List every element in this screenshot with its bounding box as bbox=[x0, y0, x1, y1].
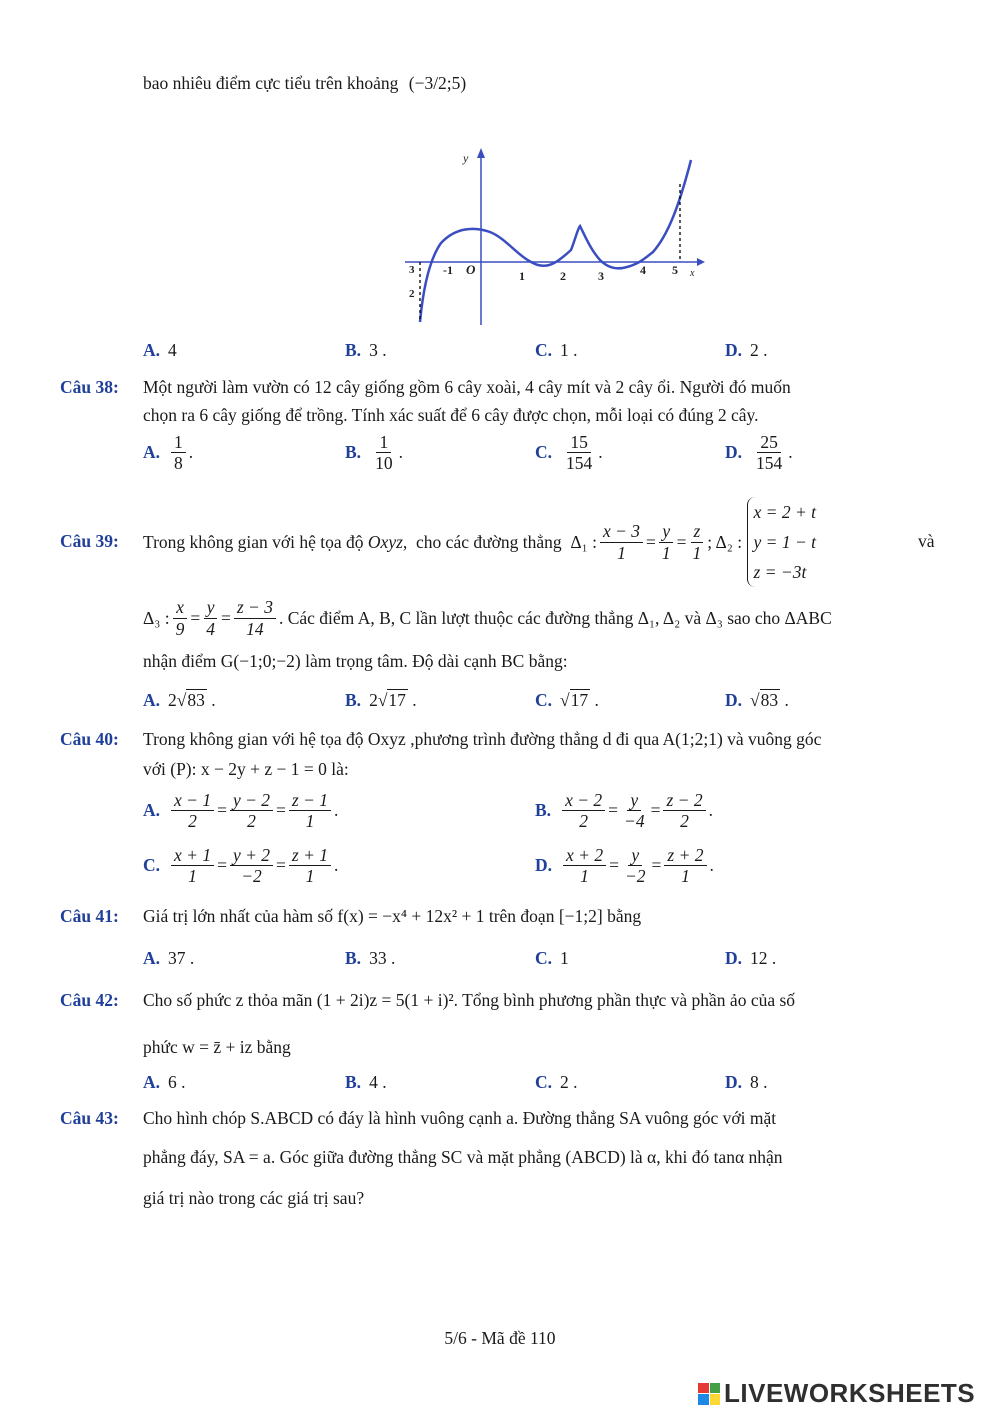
q41-option-a[interactable]: A. 37 . bbox=[143, 948, 195, 968]
fraction: $\frac{1}{10}$ bbox=[375, 432, 393, 474]
q37-option-d[interactable]: D. 2 . bbox=[725, 340, 768, 360]
q37-continuation: bao nhiêu điểm cực tiểu trên khoảng (−3/2;5) bbox=[143, 73, 467, 93]
q39-option-d[interactable]: D. √ 83 . bbox=[725, 689, 789, 710]
q43-line2: phẳng đáy, SA = a. Góc giữa đường thẳng SC và mặt phẳng (ABCD) là α, khi đó tanα nhận bbox=[143, 1147, 783, 1167]
q40-label: Câu 40: bbox=[60, 729, 119, 749]
graph-tick: 2 bbox=[560, 269, 566, 283]
q38-option-d[interactable]: D. $\frac{25}{154}$ . bbox=[725, 432, 793, 474]
q42-option-c[interactable]: C. 2 . bbox=[535, 1072, 578, 1092]
q38-text-line2: chọn ra 6 cây giống để trồng. Tính xác suất để 6 cây được chọn, mỗi loại có đúng 2 cây. bbox=[143, 405, 759, 425]
q37-option-c[interactable]: C. 1 . bbox=[535, 340, 578, 360]
graph-y-label: y bbox=[463, 151, 469, 165]
q43-line1: Cho hình chóp S.ABCD có đáy là hình vuông cạnh a. Đường thẳng SA vuông góc với mặt bbox=[143, 1108, 777, 1128]
q39-line3: nhận điểm G(−1;0;−2) làm trọng tâm. Độ dài cạnh BC bằng: bbox=[143, 651, 568, 671]
q38-option-b[interactable]: B. $\frac{1}{10}$ . bbox=[345, 432, 403, 474]
page-footer: 5/6 - Mã đề 110 bbox=[444, 1328, 556, 1348]
q39-and: và bbox=[918, 531, 935, 551]
q41-text: Giá trị lớn nhất của hàm số f(x) = −x⁴ + 12x² + 1 trên đoạn [−1;2] bằng bbox=[143, 906, 642, 926]
graph-curve bbox=[420, 160, 691, 322]
q41-option-c[interactable]: C. 1 bbox=[535, 948, 569, 968]
graph-neg-tick: 2 bbox=[409, 288, 415, 300]
q38-option-a[interactable]: A. $\frac{1}{8}$ . bbox=[143, 432, 194, 474]
q38-option-c[interactable]: C. $\frac{15}{154}$ . bbox=[535, 432, 603, 474]
q40-option-c[interactable]: C. $\frac{x + 1}{1}$ = $\frac{y + 2}{-2}$ = $\frac{z + 1}{1}$ . bbox=[143, 845, 339, 887]
q37-interval: (−3/2;5) bbox=[408, 73, 467, 93]
q39-option-b[interactable]: B. 2 √ 17 . bbox=[345, 689, 417, 710]
graph-tick: -1 bbox=[443, 263, 453, 277]
q39-line2: Δ₃ : $\frac{x}{9}$ = $\frac{y}{4}$ = $\frac{z - 3}{14}$ . Các điểm A, B, C lần lượt thuộc các đường thẳng Δ₁, Δ₂ và Δ₃ sao cho ΔABC bbox=[143, 597, 832, 639]
q40-option-d[interactable]: D. $\frac{x + 2}{1}$ = $\frac{y}{-2}$ = $\frac{z + 2}{1}$ . bbox=[535, 845, 714, 887]
q42-line2: phức w = z̄ + iz bằng bbox=[143, 1037, 291, 1057]
fraction: $\frac{1}{8}$ bbox=[171, 432, 186, 473]
graph-x-label: x bbox=[690, 268, 695, 279]
q42-option-d[interactable]: D. 8 . bbox=[725, 1072, 768, 1092]
graph-origin: O bbox=[466, 262, 476, 277]
q42-option-a[interactable]: A. 6 . bbox=[143, 1072, 186, 1092]
graph-neg-tick: 3 bbox=[409, 264, 415, 276]
q39-option-c[interactable]: C. √ 17 . bbox=[535, 689, 599, 710]
q37-option-b[interactable]: B. 3 . bbox=[345, 340, 387, 360]
q39-label: Câu 39: bbox=[60, 531, 119, 551]
fraction: $\frac{15}{154}$ bbox=[566, 432, 593, 474]
q40-option-a[interactable]: A. $\frac{x - 1}{2}$ = $\frac{y - 2}{2}$ = $\frac{z - 1}{1}$ . bbox=[143, 790, 339, 832]
liveworksheets-logo: LIVE WORKSHEETS bbox=[698, 1378, 975, 1409]
q37-option-a[interactable]: A. 4 bbox=[143, 340, 177, 360]
graph-tick: 3 bbox=[598, 269, 604, 283]
q43-line3: giá trị nào trong các giá trị sau? bbox=[143, 1188, 365, 1208]
graph-tick: 4 bbox=[640, 263, 646, 277]
q41-label: Câu 41: bbox=[60, 906, 119, 926]
graph-tick: 5 bbox=[672, 263, 678, 277]
line-delta1: Δ₁ : $\frac{x - 3}{1}$ = $\frac{y}{1}$ = $\frac{z}{1}$ bbox=[570, 521, 707, 562]
q40-option-b[interactable]: B. $\frac{x - 2}{2}$ = $\frac{y}{-4}$ = $\frac{z - 2}{2}$ . bbox=[535, 790, 713, 832]
q37-function-graph bbox=[395, 140, 705, 335]
q43-label: Câu 43: bbox=[60, 1108, 119, 1128]
q42-option-b[interactable]: B. 4 . bbox=[345, 1072, 387, 1092]
q42-line1: Cho số phức z thỏa mãn (1 + 2i)z = 5(1 + i)². Tổng bình phương phần thực và phần ảo của số bbox=[143, 990, 796, 1010]
q38-label: Câu 38: bbox=[60, 377, 119, 397]
line-delta2: ; Δ₂ : x = 2 + t y = 1 − t z = −3t bbox=[707, 497, 816, 587]
q40-line2: với (P): x − 2y + z − 1 = 0 là: bbox=[143, 759, 349, 779]
logo-icon bbox=[698, 1383, 720, 1405]
q41-option-d[interactable]: D. 12 . bbox=[725, 948, 777, 968]
q39-option-a[interactable]: A. 2 √ 83 . bbox=[143, 689, 216, 710]
graph-tick: 1 bbox=[519, 269, 525, 283]
q41-option-b[interactable]: B. 33 . bbox=[345, 948, 396, 968]
q40-line1: Trong không gian với hệ tọa độ Oxyz ,phương trình đường thẳng d đi qua A(1;2;1) và vuông góc bbox=[143, 729, 822, 749]
q39-line1: Trong không gian với hệ tọa độ Oxyz, cho các đường thẳng Δ₁ : $\frac{x - 3}{1}$ = $\frac{y}{1}$ = $\frac{z}{1}$ ; Δ₂ : x = 2 + t y = 1 − t z = −3t bbox=[143, 497, 816, 587]
q42-label: Câu 42: bbox=[60, 990, 119, 1010]
line-delta3: Δ₃ : $\frac{x}{9}$ = $\frac{y}{4}$ = $\frac{z - 3}{14}$ bbox=[143, 597, 279, 638]
q38-text-line1: Một người làm vườn có 12 cây giống gồm 6 cây xoài, 4 cây mít và 2 cây ổi. Người đó muốn bbox=[143, 377, 791, 397]
fraction: $\frac{25}{154}$ bbox=[756, 432, 783, 474]
